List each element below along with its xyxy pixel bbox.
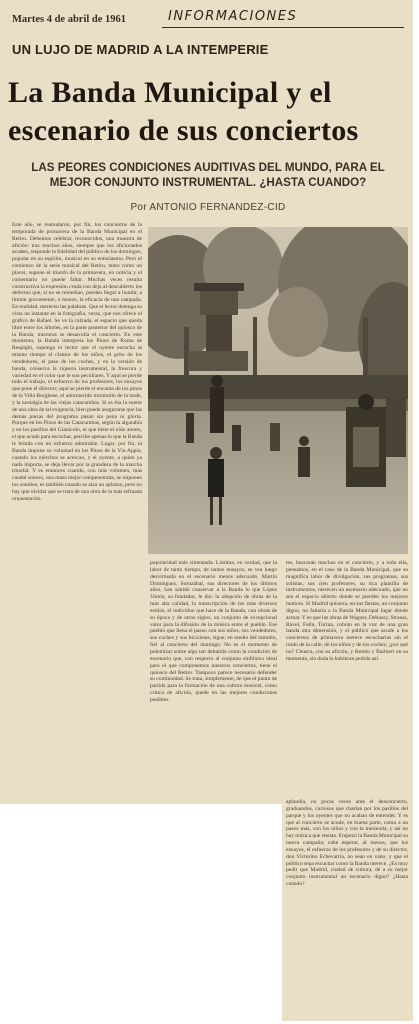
headline-line-2: escenario de sus conciertos	[8, 114, 359, 147]
photo-image	[148, 227, 408, 554]
headline-line-1: La Banda Municipal y el	[8, 76, 332, 109]
dateline: Martes 4 de abril de 1961	[12, 14, 127, 25]
section-name: INFORMACIONES	[168, 9, 298, 24]
article-byline: Por ANTONIO FERNANDEZ-CID	[130, 202, 286, 213]
section-underline	[162, 27, 404, 28]
article-headline	[8, 74, 408, 150]
article-kicker: UN LUJO DE MADRID A LA INTEMPERIE	[12, 42, 269, 57]
article-column-2: popularidad más cimentada. Lástima, en verdad, que la labor de tanto tiempo, de tantos ensayos, se vea luego desvirtuada en el escenario menos adecuado. Martín Domínguez, Sorozábal, sus directores de los últimos años, han sabido conservar a la Banda lo que López Varela, su fundador, le dio: la adopción de obras de la más alta calidad, la transcripción de los más diversos estilos, el individuo que hace de la Banda, con obras de su época y de otros siglos, un conjunto de excepcional valor para la difusión de la música entre el pueblo. Ese pueblo que llena el paseo con sus niños, sus vendedores, sus coches y sus bicicletas, sigue, en medio del tumulto, fiel al concierto del domingo. No es el momento de polemizar sobre algo tan debatido como la condición de escenario que, con respecto al conjunto sinfónico ideal para el que componemos nuestros conciertos, tiene el quiosco del Retiro. Tampoco parece necesario defender su continuidad. Se trata, simplemente, de que el punto de partida para la formación de una cultura musical, como crítica de afición, quede en las mejores condiciones posibles.	[150, 560, 277, 703]
photo-retiro-kiosk	[148, 227, 408, 554]
subhead-line-2: MEJOR CONJUNTO INSTRUMENTAL. ¿HASTA CUANDO?	[49, 176, 367, 189]
article-column-3-continued: aplaudía, no pocas veces ante el desconcierto, graduandos, curiosos que charlan por los pasillos del parque y los oyentes que no acaban de entender. Y es que al concierto se acude, en buena parte, como a un paseo más, con los niños y con la merienda, y así no hay música que resista. Empezó la Banda Municipal su nueva campaña; cabe esperar, al menos, que los ensayos, el esfuerzo de los profesores y de su director, don Victorino Echevarría, no sean en vano, y que el público sepa escuchar como la Banda merece. ¿Es muy pedir que Madrid, ciudad de cultura, dé a su mejor conjunto instrumental un escenario digno? ¿Hasta cuándo?	[286, 799, 408, 888]
subhead-line-1: LAS PEORES CONDICIONES AUDITIVAS DEL MUNDO, PARA EL	[31, 161, 385, 174]
article-column-3: tes, buscarán muchos en el concierto, y a toda ella, pensamos, en el caso de la Banda Municipal, que su magnífica labor de divulgación, sus programas, sus solistas, sus cien profesores, su rica plantilla de instrumentos, merecen un escenario adecuado, que no sea el espacio abierto donde se pierden los mejores matices. Si Madrid quisiera, en sus fiestas, un conjunto digno, no faltaría a la Banda Municipal lugar donde actuar. Y es que las obras de Wagner, Debussy, Strauss, Ravel, Falla, Turina, cobran en la voz de una gran banda otra dimensión, y el público que acude a los conciertos de primavera merece escucharlas sin el ruido de la calle, de los niños y de los coches; ¿por qué no? Chueca, con su afición, y Bretón y Barbieri en su momento, sin duda lo hubieran pedido así.	[286, 560, 408, 662]
article-subhead	[8, 160, 408, 190]
article-column-1: Este año, se reanudaron, por fin, los conciertos de la temporada de primavera de la Banda Municipal en el Retiro. Debemos celebrar, reconocidos, una muestra de afición: tras muchos años, siempre que los aficionados acuden, responde la fidelidad del público de los domingos, popular en su espíritu, musical en su entusiasmo. Pero el comienzo de la serie musical del Retiro, tanto como un placer, supone el triunfo de la primavera, en noticia y el comentario no puede faltar. Muchas veces resulta constructiva la expresión cruda con deja al descubierto los defectos que, si no se remedian, pueden llegar a hundir, a limitar gravemente, o menos, la eficacia de una campaña. En realidad, merecen las palabras. Que el lector detenga su vista un instante en la fotografía, veraz, que nos ofrece el gráfico de Rafael. Se ve la calzada, el espacio que queda libre entre los árboles, en la parte posterior del quiosco de la Banda, mientras se desarrolla el concierto. En este momento, la Banda interpreta los Pinos de Roma de Respighi, suponga el lector que el oyente escucha al mismo tiempo el clamor de los niños, el grito de los vendedores, el paso de los coches, y en la versión de banda, conserva la riqueza instrumental, la frescura y variedad en el color que le son peculiares. Y aquí se pierde todo el trabajo, el esfuerzo de los profesores, los ensayos que pone el director; aquí se pierde el encanto de los pinos de la Villa Borghese, el adormecido murmullo de la tarde, y la nostalgia de las viejas catacumbas. Si es ésa la suerte de una obra de tal exigencia, bien puede asegurarse que las demás piezas del programa pasan sin pena ni gloria. Porque en los Pinos de las Catacumbas, según la algarabía y en los pasillos del Gianicolo, el que tiene el oído atento, el que acude para escuchar, percibe apenas lo que la Banda le brinda con un esfuerzo admirable. Lugar, por fin, la Banda impone su voluntad en los Pinos de la Vía Appia, cuando los ejércitos se acercan, y el oyente, a quien ya nada importa, se deja llevar por la grandeza de la marcha triunfal. Y es entonces cuando, con más volumen, más caudal sonoro, una masa mejor compenetrada, se imponen los sonidos; es también cuando se alza un aplauso, pero no hay que olvidar que se trata de una obra de la más refinada orquestación.	[12, 222, 142, 502]
page-header	[12, 11, 404, 29]
